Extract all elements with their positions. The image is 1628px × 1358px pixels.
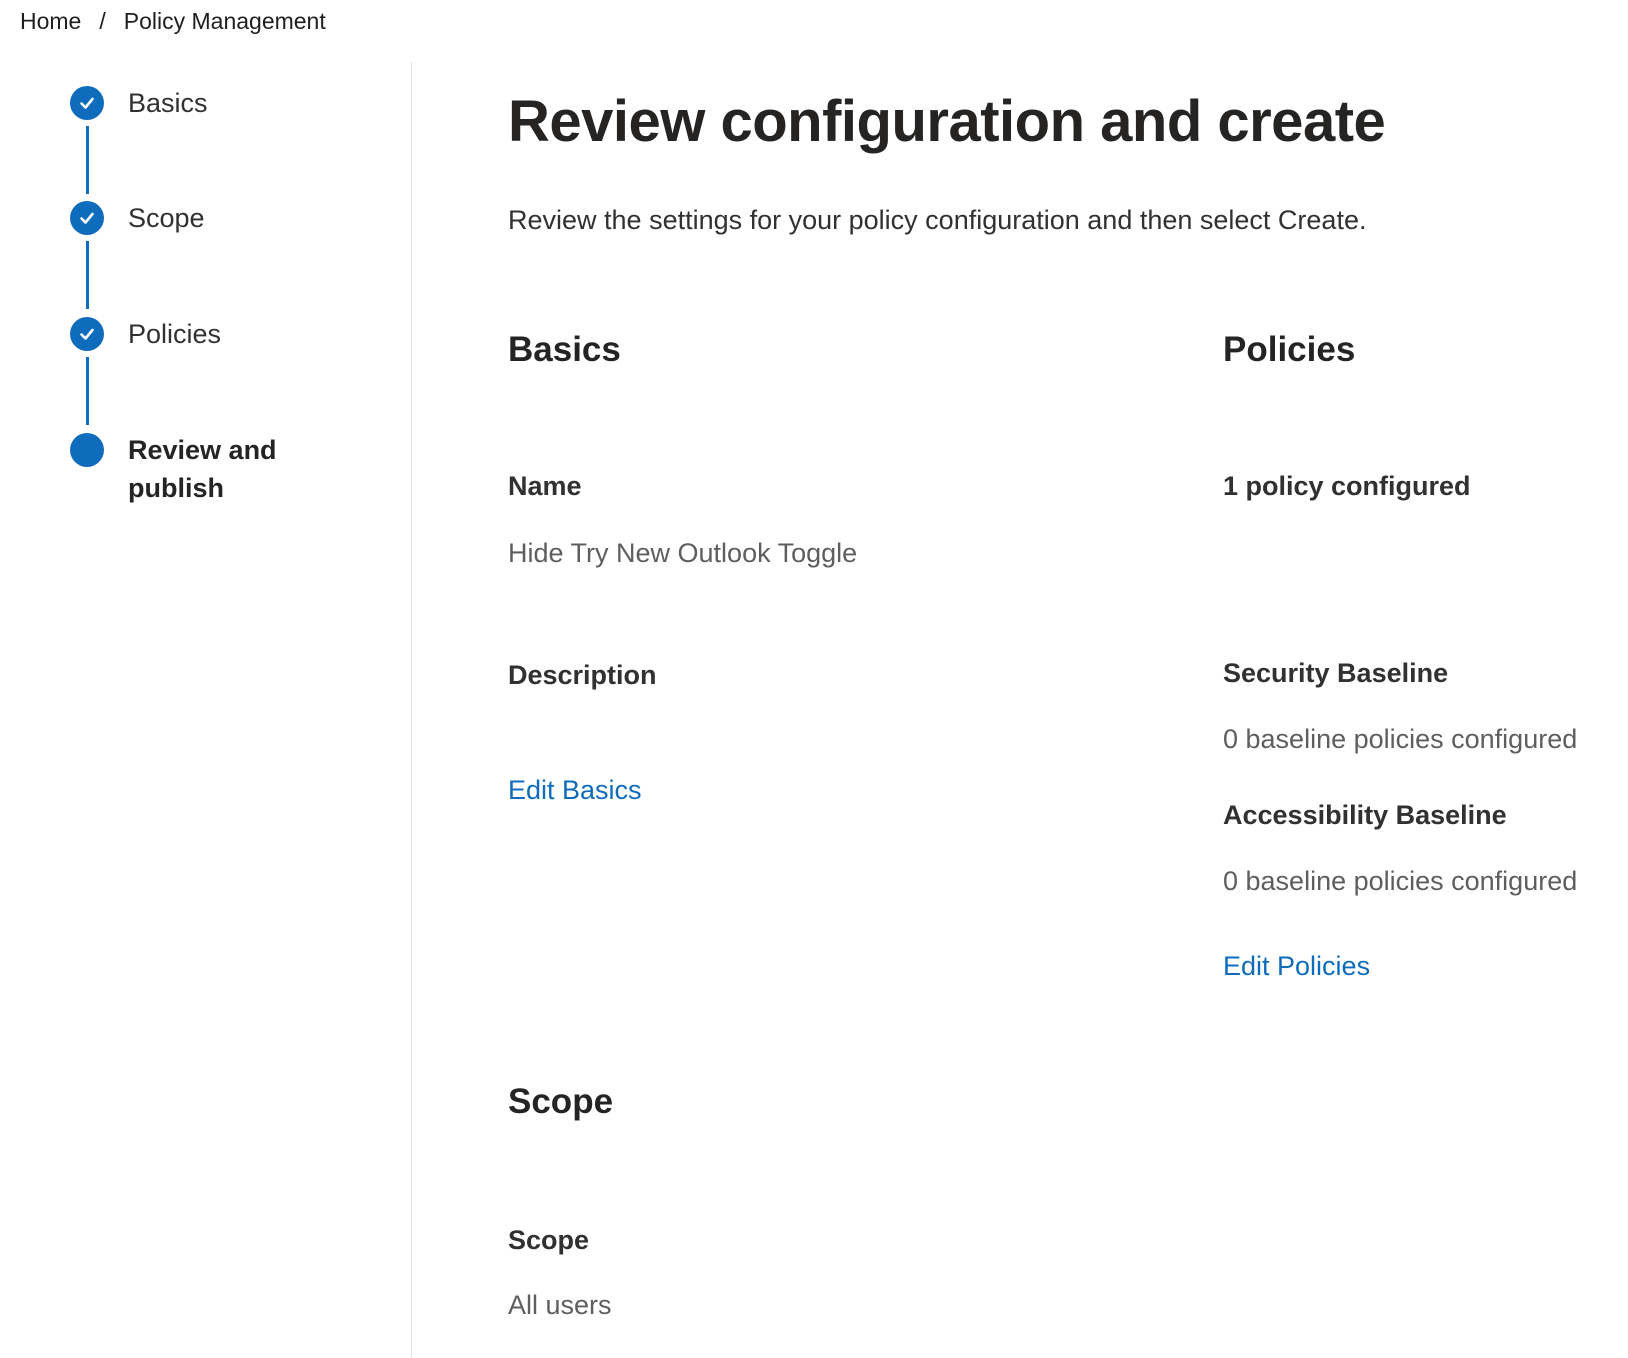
- description-label: Description: [508, 660, 657, 690]
- policies-heading: Policies: [1223, 330, 1356, 369]
- review-panel: [508, 0, 1628, 1358]
- step-scope[interactable]: [70, 201, 205, 235]
- step-label: Review and publish: [128, 435, 277, 503]
- step-label: Scope: [128, 203, 205, 233]
- accessibility-baseline-label: Accessibility Baseline: [1223, 800, 1507, 830]
- page-subtitle: Review the settings for your policy configuration and then select Create.: [508, 205, 1367, 235]
- name-value: Hide Try New Outlook Toggle: [508, 538, 858, 568]
- scope-heading: Scope: [508, 1082, 614, 1121]
- edit-basics-link[interactable]: Edit Basics: [508, 775, 642, 805]
- step-connector: [86, 126, 89, 194]
- wizard-stepper: [0, 60, 412, 1358]
- name-label: Name: [508, 471, 582, 501]
- vertical-divider: [411, 62, 412, 1358]
- checkmark-icon: [70, 86, 104, 120]
- step-basics[interactable]: [70, 86, 208, 120]
- breadcrumb-home-link[interactable]: Home: [20, 8, 82, 34]
- breadcrumb: [20, 8, 326, 35]
- scope-label: Scope: [508, 1225, 590, 1255]
- step-policies[interactable]: [70, 317, 221, 351]
- security-baseline-label: Security Baseline: [1223, 658, 1449, 688]
- page-title: Review configuration and create: [508, 89, 1386, 154]
- step-label: Basics: [128, 88, 208, 118]
- policies-summary: 1 policy configured: [1223, 471, 1471, 501]
- security-baseline-value: 0 baseline policies configured: [1223, 724, 1578, 754]
- step-review-and-publish[interactable]: [70, 433, 348, 507]
- checkmark-icon: [70, 201, 104, 235]
- breadcrumb-current: Policy Management: [123, 8, 326, 34]
- breadcrumb-separator: /: [99, 8, 106, 34]
- scope-value: All users: [508, 1290, 612, 1320]
- accessibility-baseline-value: 0 baseline policies configured: [1223, 866, 1578, 896]
- step-label: Policies: [128, 319, 222, 349]
- step-connector: [86, 241, 89, 309]
- edit-policies-link[interactable]: Edit Policies: [1223, 951, 1371, 981]
- current-step-dot-icon: [70, 433, 104, 467]
- basics-heading: Basics: [508, 330, 621, 369]
- checkmark-icon: [70, 317, 104, 351]
- step-connector: [86, 357, 89, 425]
